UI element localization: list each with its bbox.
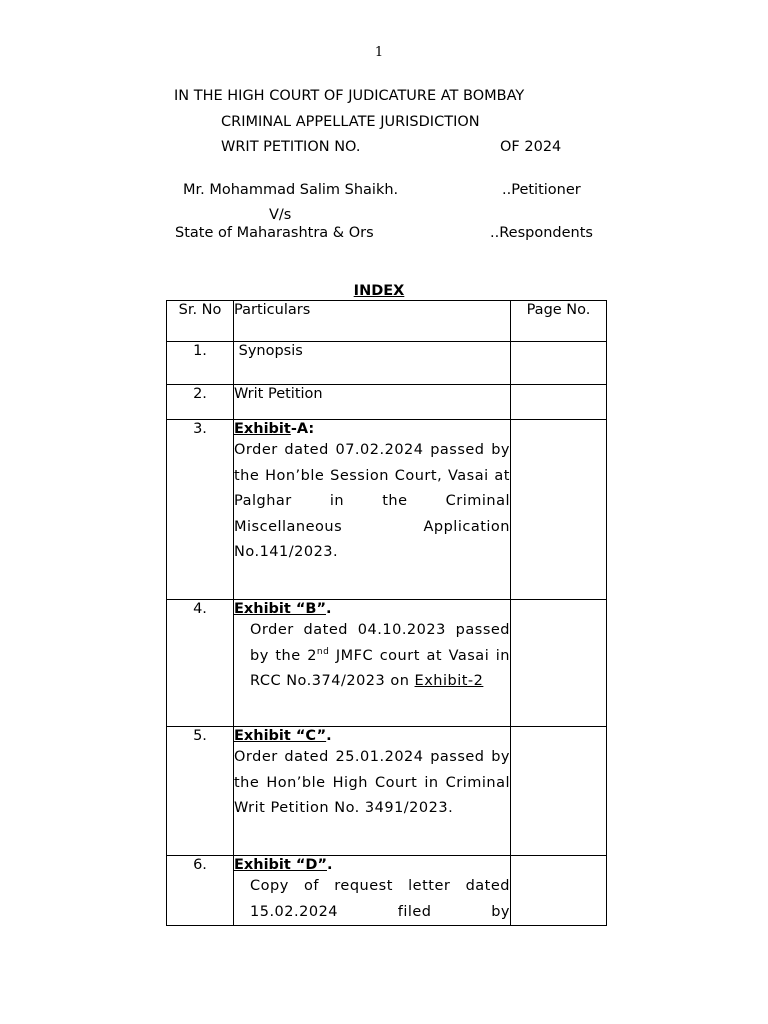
exhibit-label: Exhibit “D” [234, 857, 327, 873]
exhibit-heading [234, 600, 510, 618]
row-sr-no: 4. [167, 600, 234, 727]
index-table [166, 300, 607, 926]
row-page-no [511, 600, 607, 727]
exhibit-suffix: . [326, 728, 332, 744]
petitioner-role: ..Petitioner [502, 182, 581, 198]
row-sr-no: 5. [167, 727, 234, 856]
column-header-particulars: Particulars [234, 301, 511, 342]
ordinal-superscript: nd [316, 646, 330, 657]
table-row [167, 727, 607, 856]
table-row [167, 342, 607, 385]
exhibit-reference-link[interactable]: Exhibit-2 [414, 673, 484, 690]
jurisdiction-title: CRIMINAL APPELLATE JURISDICTION [221, 114, 480, 130]
table-row [167, 385, 607, 420]
row-page-no [511, 727, 607, 856]
exhibit-label: Exhibit “C” [234, 728, 327, 744]
exhibit-heading [234, 727, 510, 745]
table-header-row [167, 301, 607, 342]
petition-number-label: WRIT PETITION NO. [221, 139, 361, 155]
exhibit-description: Order dated 07.02.2024 passed by the Hon’ble Session Court, Vasai at Palghar in the Criminal Miscellaneous Application No.141/2023. [234, 442, 510, 561]
table-row [167, 856, 607, 926]
exhibit-label: Exhibit “B” [234, 601, 326, 617]
exhibit-heading [234, 856, 510, 874]
column-header-page-no: Page No. [511, 301, 607, 342]
exhibit-description [234, 618, 510, 695]
petitioner-name: Mr. Mohammad Salim Shaikh. [183, 182, 399, 198]
page-number: 1 [374, 45, 384, 60]
row-sr-no: 2. [167, 385, 234, 420]
row-page-no [511, 856, 607, 926]
petition-year: OF 2024 [500, 139, 562, 155]
exhibit-description: Copy of request letter dated 15.02.2024 filed by [250, 878, 510, 920]
row-sr-no: 1. [167, 342, 234, 385]
column-header-sr-no: Sr. No [167, 301, 234, 342]
court-title: IN THE HIGH COURT OF JUDICATURE AT BOMBAY [174, 88, 525, 104]
row-page-no [511, 420, 607, 600]
index-title: INDEX [353, 283, 405, 299]
row-particulars [234, 600, 511, 727]
row-page-no [511, 342, 607, 385]
row-sr-no: 6. [167, 856, 234, 926]
exhibit-heading [234, 420, 510, 438]
row-particulars [234, 727, 511, 856]
table-row [167, 600, 607, 727]
exhibit-suffix: . [326, 857, 333, 873]
row-particulars [234, 420, 511, 600]
row-page-no [511, 385, 607, 420]
exhibit-suffix: . [326, 601, 332, 617]
versus-label: V/s [269, 207, 292, 223]
respondent-role: ..Respondents [490, 225, 593, 241]
exhibit-label: Exhibit [234, 421, 291, 437]
respondent-name: State of Maharashtra & Ors [175, 225, 374, 241]
description-text-continued: JMFC court at Vasai in RCC No.374/2023 on [250, 647, 510, 690]
row-particulars: Writ Petition [234, 385, 511, 420]
row-particulars [234, 856, 511, 926]
exhibit-suffix: -A: [290, 421, 315, 437]
exhibit-description: Order dated 25.01.2024 passed by the Hon’ble High Court in Criminal Writ Petition No. 3491/2023. [234, 749, 510, 817]
row-sr-no: 3. [167, 420, 234, 600]
table-row [167, 420, 607, 600]
row-particulars: Synopsis [234, 342, 511, 385]
description-text: Order dated 04.10.2023 passed by the 2 [250, 622, 510, 664]
